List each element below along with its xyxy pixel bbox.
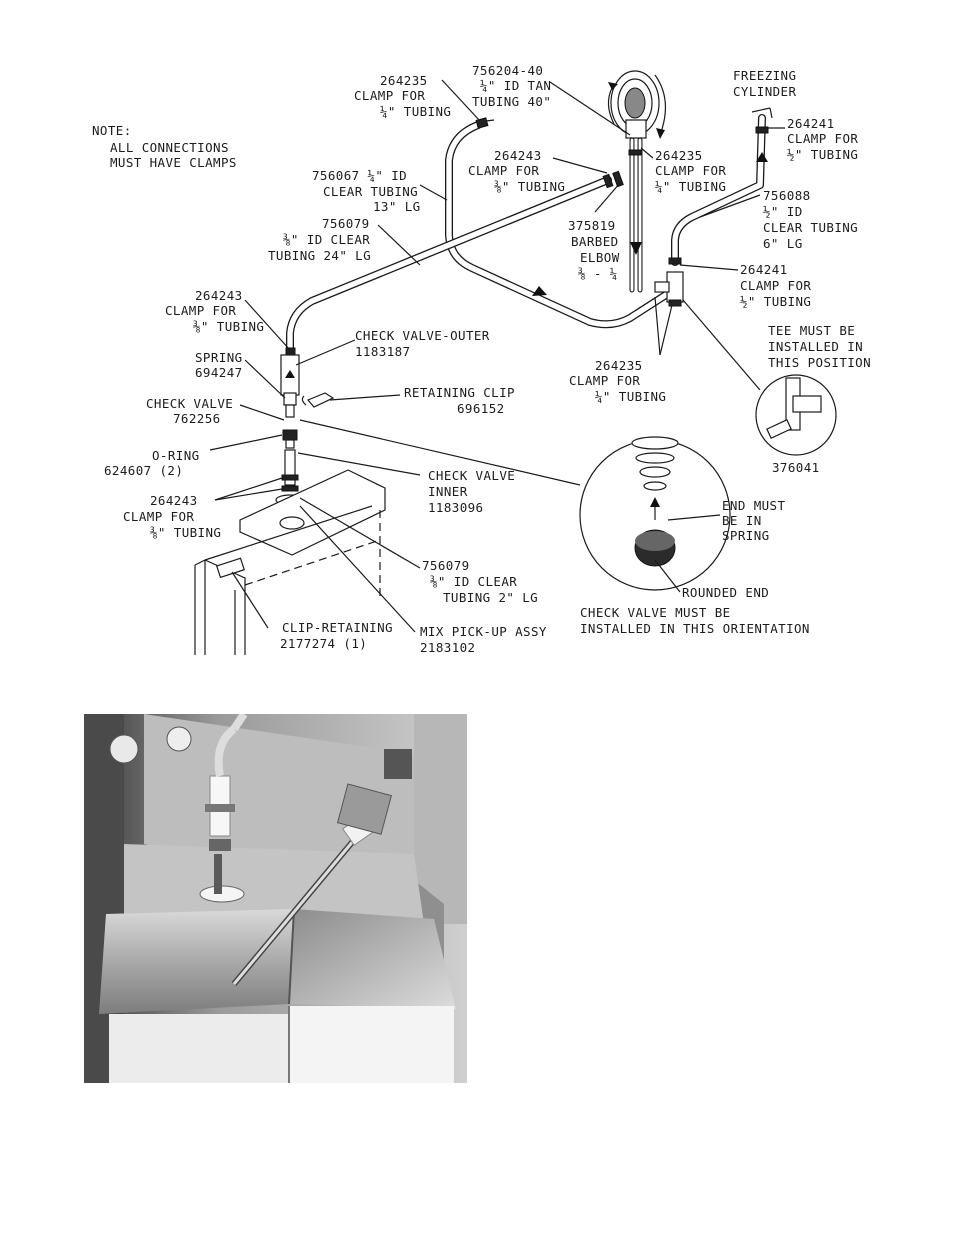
callout-line: ½" ID bbox=[763, 204, 803, 219]
callout-line: FREEZING bbox=[733, 68, 797, 83]
note-line-1: ALL CONNECTIONS bbox=[110, 140, 229, 155]
callout-clamp-half-top bbox=[787, 116, 858, 162]
callout-line: CHECK VALVE bbox=[428, 468, 516, 483]
callout-line: 756067 ¼" ID bbox=[312, 168, 408, 183]
callout-spring bbox=[195, 350, 243, 380]
callout-line: 264241 bbox=[740, 262, 788, 277]
callout-clamp-38-top bbox=[468, 148, 565, 194]
tee-orientation-detail bbox=[756, 375, 836, 455]
callout-line: CLAMP FOR bbox=[740, 278, 812, 293]
callout-line: ⅜" ID CLEAR bbox=[430, 574, 518, 589]
callout-oring bbox=[104, 448, 200, 478]
installation-photo bbox=[84, 714, 467, 1083]
callout-line: RETAINING CLIP bbox=[404, 385, 515, 400]
callout-line: 756079 bbox=[422, 558, 470, 573]
callout-line: 756088 bbox=[763, 188, 811, 203]
callout-line: 13" LG bbox=[373, 199, 421, 214]
callout-line: 696152 bbox=[457, 401, 505, 416]
callout-line: 1183187 bbox=[355, 344, 411, 359]
photo-illustration bbox=[84, 714, 467, 1083]
check-valve-assembly bbox=[276, 355, 304, 505]
callout-line: 1183096 bbox=[428, 500, 484, 515]
callout-retaining-clip bbox=[404, 385, 515, 416]
callout-clamp-half-mid bbox=[740, 262, 811, 309]
callout-line: 264243 bbox=[494, 148, 542, 163]
callout-line: 264235 bbox=[380, 73, 428, 88]
callout-line: CHECK VALVE bbox=[146, 396, 234, 411]
callout-clamp-quarter-mid bbox=[655, 148, 726, 194]
callout-line: CHECK VALVE MUST BE bbox=[580, 605, 731, 620]
callout-line: INSTALLED IN THIS ORIENTATION bbox=[580, 621, 810, 636]
callout-line: CLAMP FOR bbox=[165, 303, 237, 318]
tan-tubing bbox=[632, 140, 640, 290]
callout-line: INSTALLED IN bbox=[768, 339, 864, 354]
callout-mix-pickup bbox=[420, 624, 547, 655]
callout-line: ¼" ID TAN bbox=[480, 78, 552, 93]
callout-line: ½" TUBING bbox=[740, 294, 812, 309]
callout-line: SPRING bbox=[195, 350, 243, 365]
callout-line: 264243 bbox=[195, 288, 243, 303]
callout-line: CLAMP FOR bbox=[123, 509, 195, 524]
callout-clip-retaining bbox=[280, 620, 393, 651]
callout-line: 2177274 (1) bbox=[280, 636, 368, 651]
callout-line: TUBING 40" bbox=[472, 94, 552, 109]
callout-line: CYLINDER bbox=[733, 84, 797, 99]
callout-line: CLAMP FOR bbox=[787, 131, 859, 146]
callout-line: CLAMP FOR bbox=[569, 373, 641, 388]
callout-line: BARBED bbox=[571, 234, 619, 249]
callout-clamp-quarter-low bbox=[569, 358, 666, 404]
callout-line: ⅜" TUBING bbox=[494, 179, 566, 194]
callout-line: ¼" TUBING bbox=[380, 104, 452, 119]
callout-line: BE IN bbox=[722, 513, 762, 528]
callout-line: CHECK VALVE-OUTER bbox=[355, 328, 490, 343]
callout-line: THIS POSITION bbox=[768, 355, 872, 370]
note-text bbox=[92, 123, 237, 170]
callout-line: END MUST bbox=[722, 498, 786, 513]
callout-rounded-end bbox=[682, 585, 769, 600]
callout-check-inner bbox=[428, 468, 515, 515]
callout-line: 375819 bbox=[568, 218, 616, 233]
callout-clamp-top bbox=[354, 73, 451, 119]
callout-check-valve bbox=[146, 396, 233, 426]
callout-line: CLIP-RETAINING bbox=[282, 620, 393, 635]
callout-line: 264243 bbox=[150, 493, 198, 508]
callout-line: CLEAR TUBING bbox=[323, 184, 419, 199]
callout-clear-24 bbox=[268, 216, 371, 263]
callout-line: ⅜" TUBING bbox=[150, 525, 222, 540]
callout-line: INNER bbox=[428, 484, 468, 499]
callout-line: 264235 bbox=[595, 358, 643, 373]
note-line-2: MUST HAVE CLAMPS bbox=[110, 155, 237, 170]
check-valve-orientation-detail bbox=[580, 437, 730, 590]
callout-check-outer bbox=[355, 328, 490, 359]
callout-line: 762256 bbox=[173, 411, 221, 426]
callout-line: ⅜" ID CLEAR bbox=[283, 232, 371, 247]
callout-end-spring bbox=[722, 498, 785, 543]
callout-line: CLAMP FOR bbox=[468, 163, 540, 178]
callout-line: ¼" TUBING bbox=[595, 389, 667, 404]
callout-line: SPRING bbox=[722, 528, 770, 543]
callout-tee-part bbox=[772, 460, 820, 475]
note-title: NOTE: bbox=[92, 123, 132, 138]
callout-line: CLEAR TUBING bbox=[763, 220, 859, 235]
pump-head bbox=[608, 71, 665, 139]
callout-line: ELBOW bbox=[580, 250, 620, 265]
callout-tee-note bbox=[768, 323, 871, 370]
retaining-clip bbox=[302, 393, 333, 407]
callout-line: ⅜" TUBING bbox=[193, 319, 265, 334]
callout-line: 756204-40 bbox=[472, 63, 544, 78]
callout-line: 2183102 bbox=[420, 640, 476, 655]
callout-line: ROUNDED END bbox=[682, 585, 770, 600]
callout-line: O-RING bbox=[152, 448, 200, 463]
callout-tan-tubing bbox=[472, 63, 551, 109]
callout-clamp-38-left bbox=[165, 288, 264, 334]
callout-line: CLAMP FOR bbox=[655, 163, 727, 178]
callout-orientation bbox=[580, 605, 810, 636]
callout-clear-2 bbox=[422, 558, 538, 605]
callout-line: ⅜ - ¼ bbox=[578, 266, 618, 281]
callout-line: CLAMP FOR bbox=[354, 88, 426, 103]
callout-line: ½" TUBING bbox=[787, 147, 859, 162]
callout-clear-13 bbox=[312, 168, 421, 214]
callout-elbow bbox=[568, 218, 620, 281]
callout-freezing-cylinder bbox=[733, 68, 796, 99]
callout-line: 376041 bbox=[772, 460, 820, 475]
callout-line: 694247 bbox=[195, 365, 243, 380]
callout-line: 264235 bbox=[655, 148, 703, 163]
callout-clear-6 bbox=[763, 188, 858, 251]
callout-clamp-38-low bbox=[123, 493, 221, 540]
callout-line: TUBING 2" LG bbox=[443, 590, 539, 605]
callout-line: TUBING 24" LG bbox=[268, 248, 372, 263]
callout-line: ¼" TUBING bbox=[655, 179, 727, 194]
callout-line: 624607 (2) bbox=[104, 463, 184, 478]
callout-line: 756079 bbox=[322, 216, 370, 231]
callout-line: 6" LG bbox=[763, 236, 803, 251]
callout-line: TEE MUST BE bbox=[768, 323, 856, 338]
callout-line: MIX PICK-UP ASSY bbox=[420, 624, 547, 639]
callout-line: 264241 bbox=[787, 116, 835, 131]
